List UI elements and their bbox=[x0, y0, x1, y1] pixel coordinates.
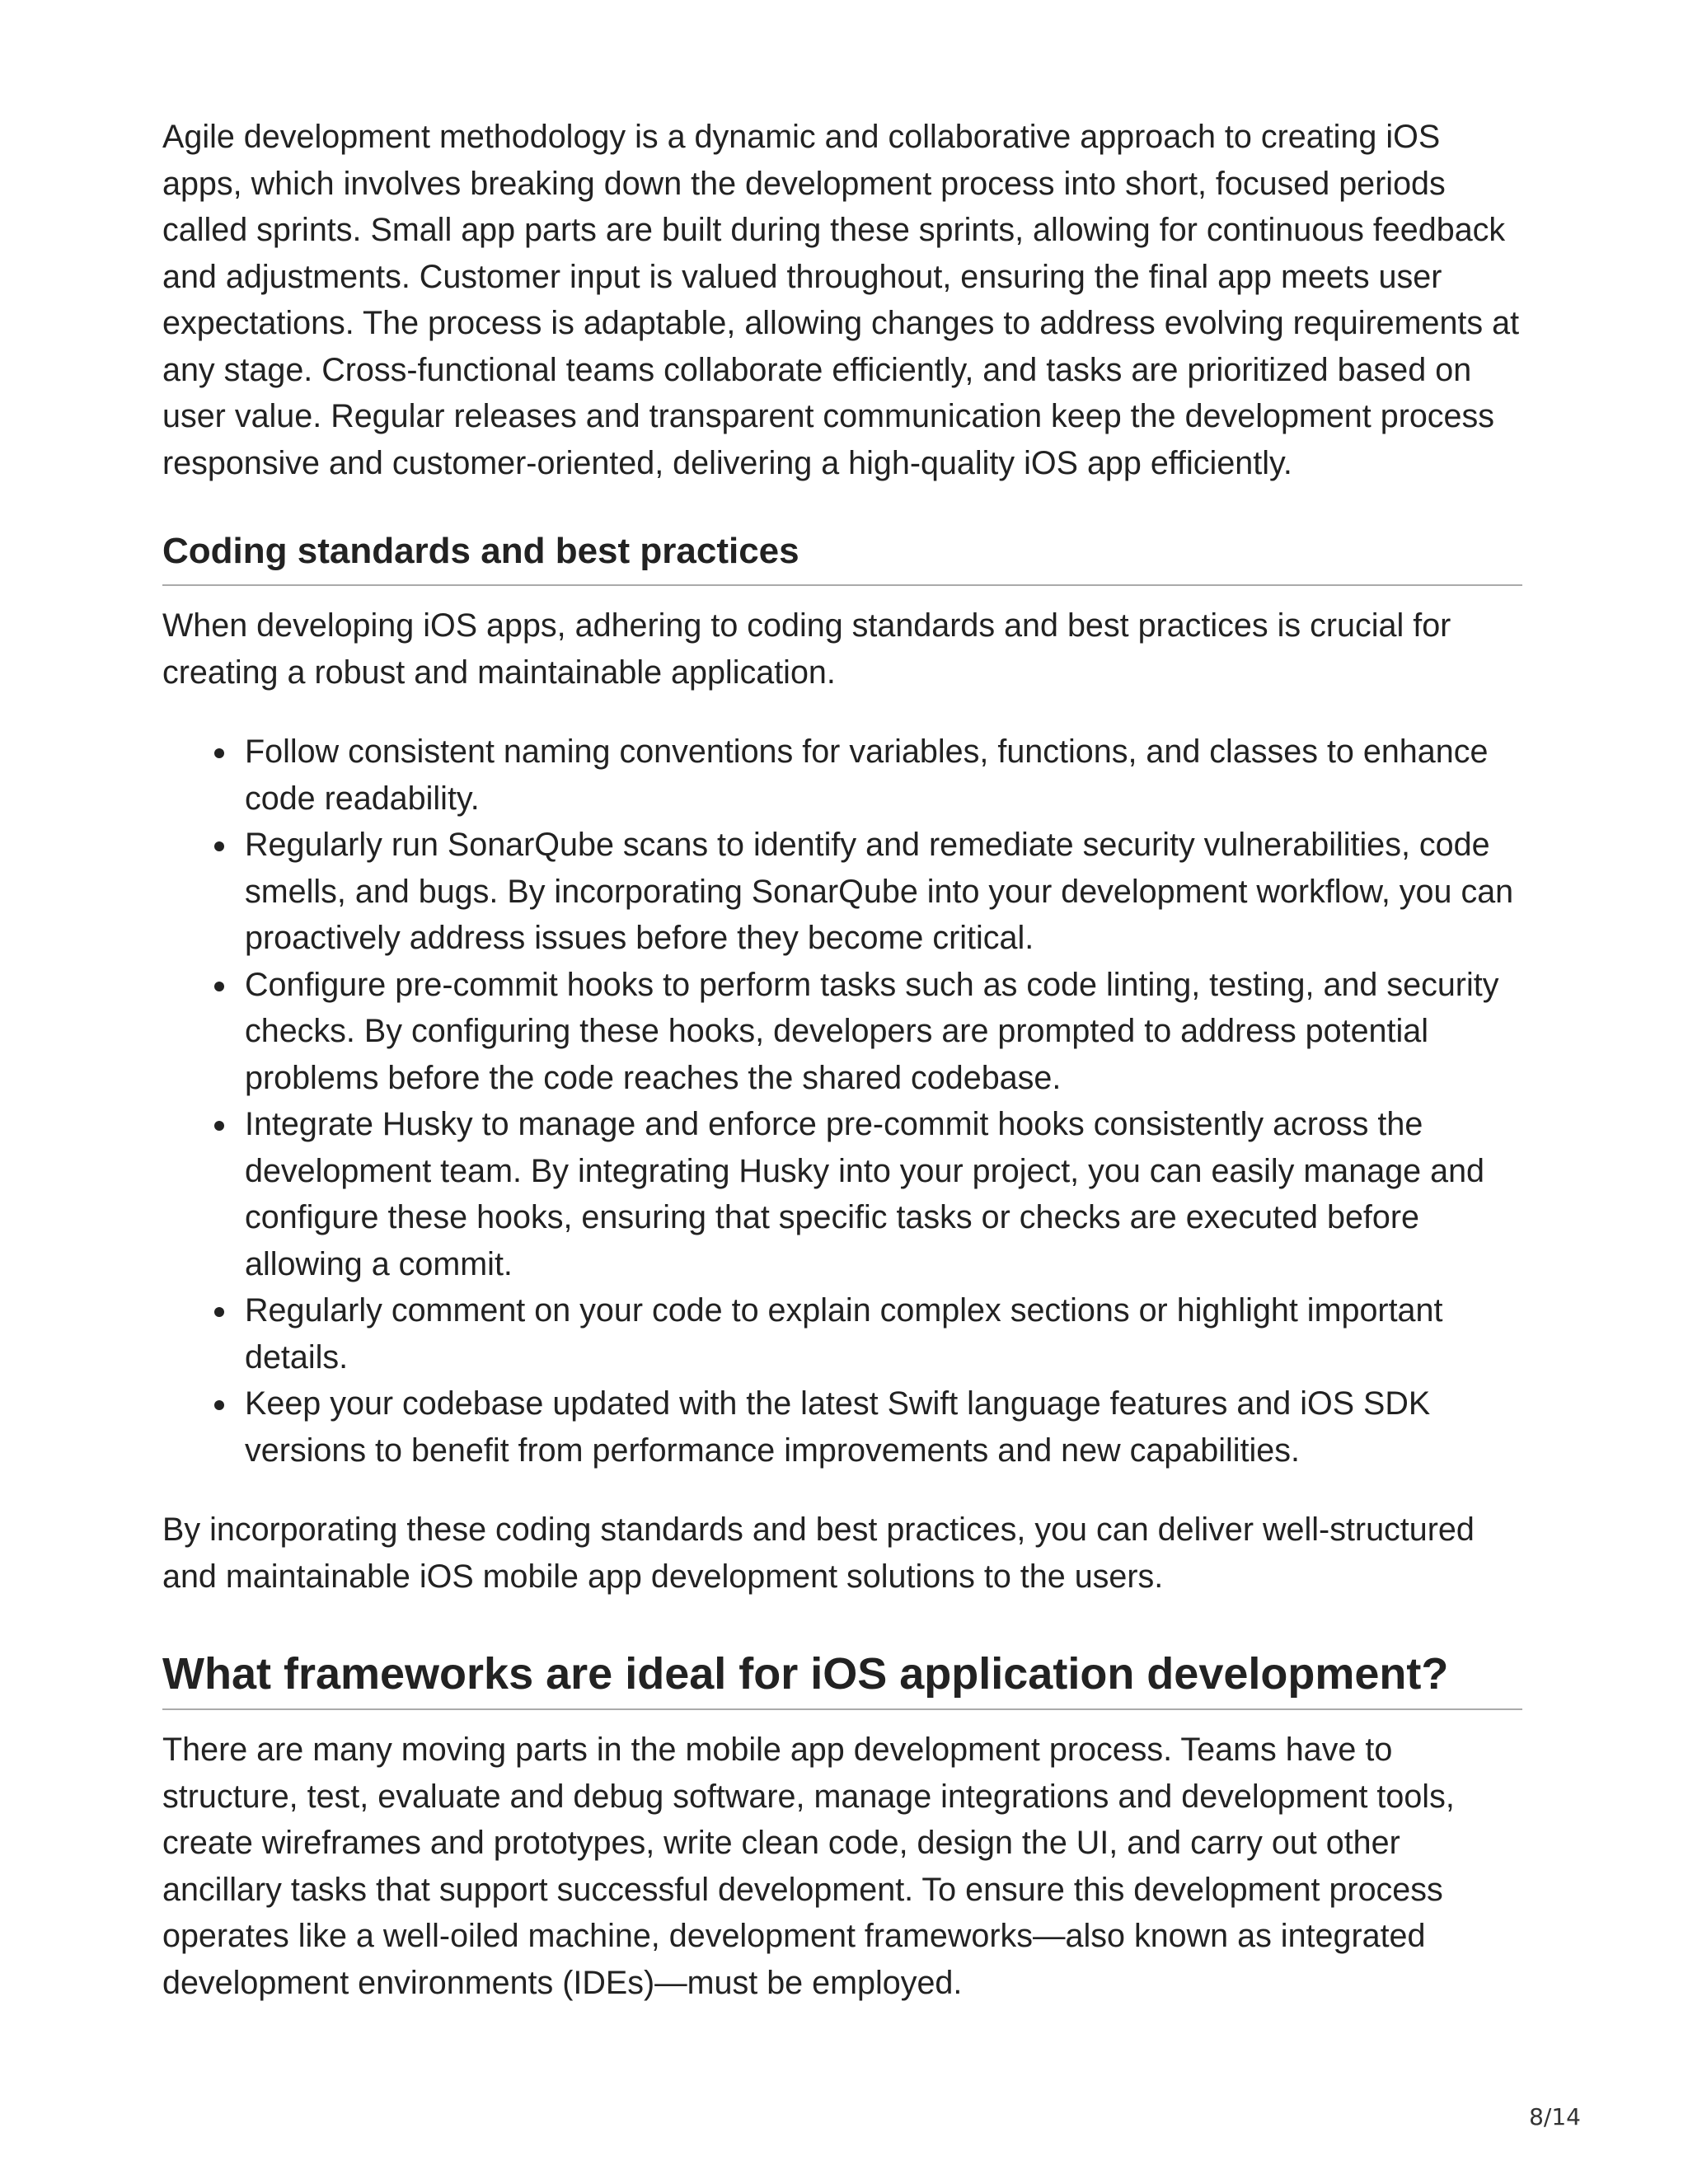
frameworks-heading: What frameworks are ideal for iOS application development? bbox=[162, 1647, 1522, 1710]
list-item: Configure pre-commit hooks to perform tasks such as code linting, testing, and security checks. By configuring these hooks, developers are prompted to address potential problems before the code reaches the shared codebase. bbox=[245, 962, 1522, 1102]
coding-standards-heading: Coding standards and best practices bbox=[162, 528, 1522, 586]
list-item: Integrate Husky to manage and enforce pre-commit hooks consistently across the development team. By integrating Husky into your project, you can easily manage and configure these hooks, ensuring that specific tasks or checks are executed before allowing a commit. bbox=[245, 1101, 1522, 1287]
list-item: Regularly comment on your code to explain complex sections or highlight important details. bbox=[245, 1287, 1522, 1380]
article-content bbox=[162, 114, 1522, 2006]
frameworks-paragraph: There are many moving parts in the mobile app development process. Teams have to structure, test, evaluate and debug software, manage integrations and development tools, create wireframes and prototypes, write clean code, design the UI, and carry out other ancillary tasks that support successful development. To ensure this development process operates like a well-oiled machine, development frameworks—also known as integrated development environments (IDEs)—must be employed. bbox=[162, 1732, 1455, 2001]
coding-standards-intro: When developing iOS apps, adhering to coding standards and best practices is crucial for creating a robust and maintainable application. bbox=[162, 607, 1451, 691]
list-item: Follow consistent naming conventions for variables, functions, and classes to enhance code readability. bbox=[245, 729, 1522, 822]
list-item: Regularly run SonarQube scans to identify and remediate security vulnerabilities, code smells, and bugs. By incorporating SonarQube into your development workflow, you can proactively address issues before they become critical. bbox=[245, 822, 1522, 962]
coding-standards-closing: By incorporating these coding standards and best practices, you can deliver well-structured and maintainable iOS mobile app development solutions to the users. bbox=[162, 1511, 1475, 1595]
intro-paragraph: Agile development methodology is a dynamic and collaborative approach to creating iOS apps, which involves breaking down the development process into short, focused periods called sprints. Small app parts are built during these sprints, allowing for continuous feedback and adjustments. Customer input is valued throughout, ensuring the final app meets user expectations. The process is adaptable, allowing changes to address evolving requirements at any stage. Cross-functional teams collaborate efficiently, and tasks are prioritized based on user value. Regular releases and transparent communication keep the development process responsive and customer-oriented, delivering a high-quality iOS app efficiently. bbox=[162, 119, 1520, 481]
list-item: Keep your codebase updated with the latest Swift language features and iOS SDK versions to benefit from performance improvements and new capabilities. bbox=[245, 1380, 1522, 1474]
best-practices-list bbox=[162, 729, 1522, 1474]
page-number: 8/14 bbox=[1529, 2103, 1581, 2130]
